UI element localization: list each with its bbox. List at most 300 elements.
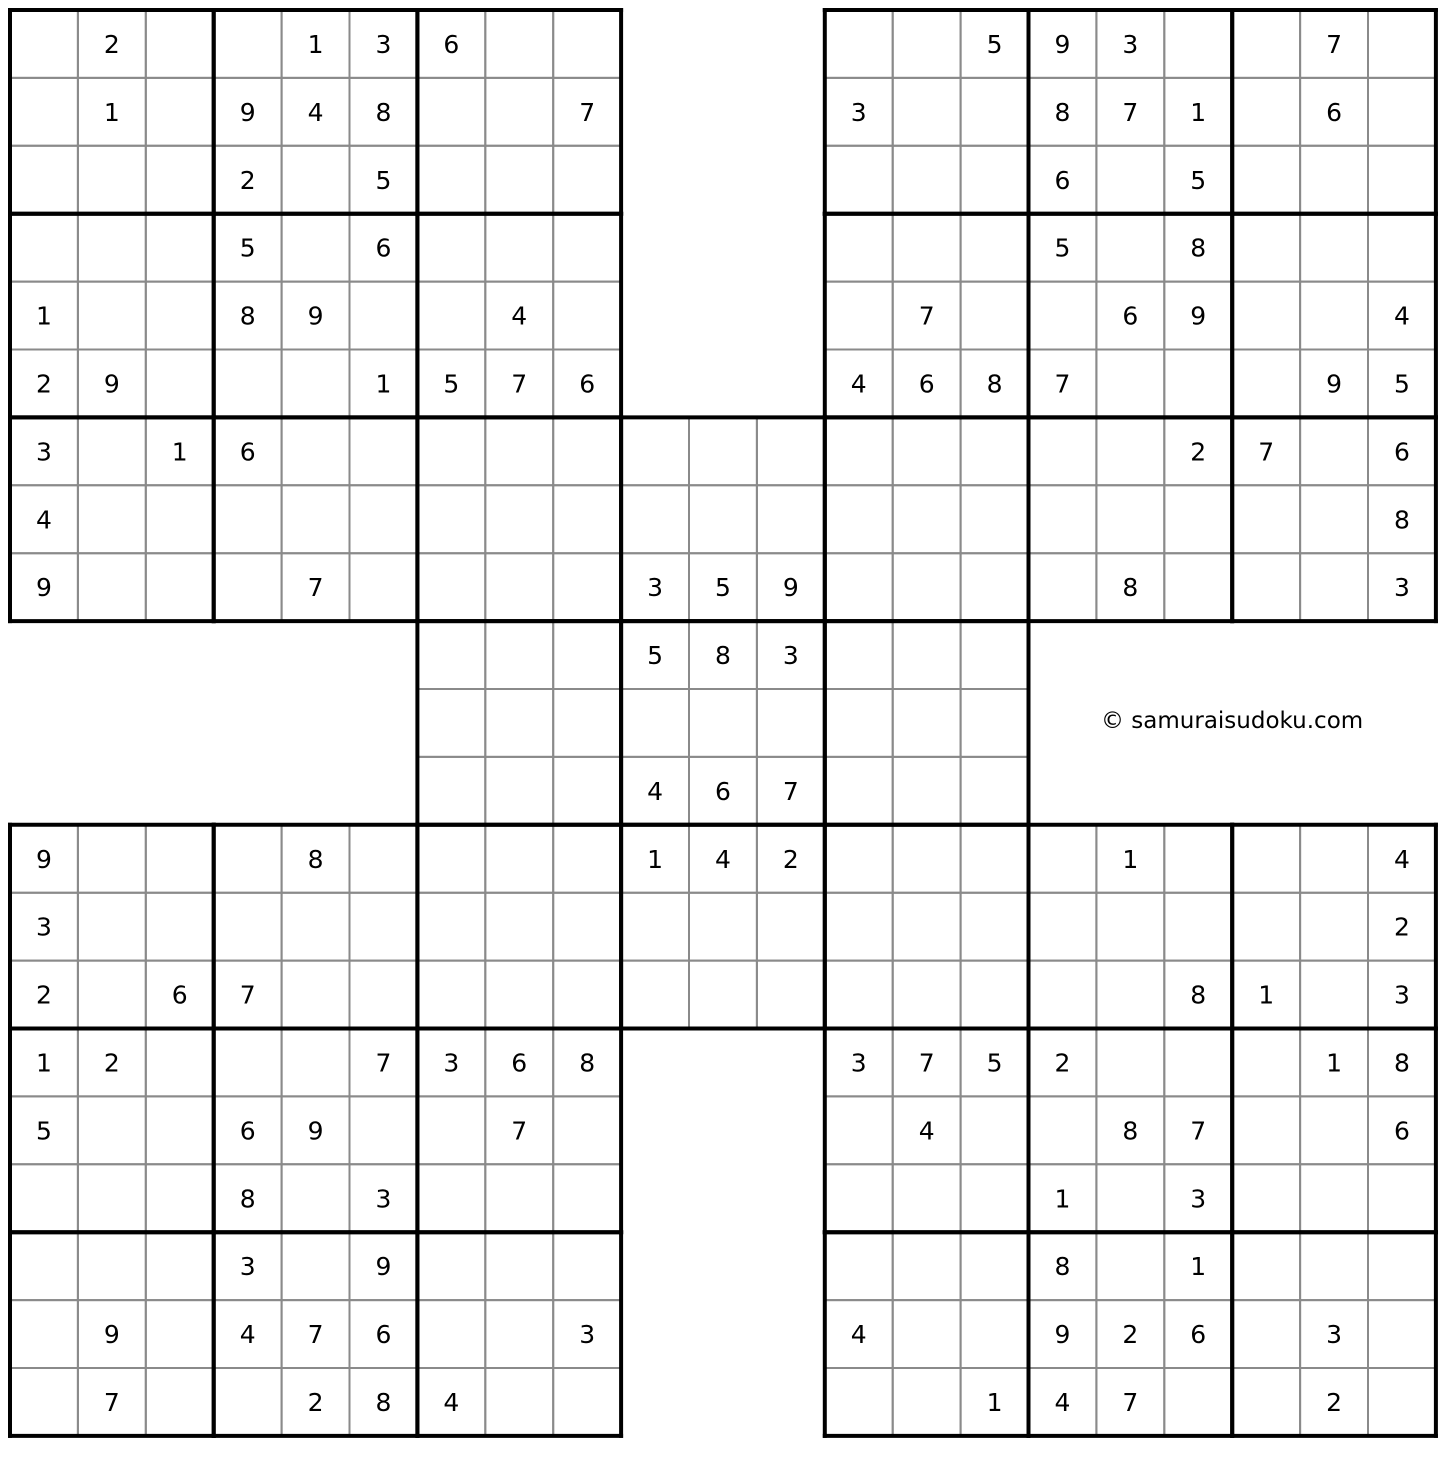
empty-cell[interactable] [10, 10, 78, 78]
empty-cell[interactable] [825, 689, 893, 757]
empty-cell[interactable] [146, 350, 214, 418]
empty-cell[interactable] [146, 1164, 214, 1232]
empty-cell[interactable] [1300, 214, 1368, 282]
empty-cell[interactable] [350, 961, 418, 1029]
empty-cell[interactable] [1232, 350, 1300, 418]
empty-cell[interactable] [961, 146, 1029, 214]
given-digit: 9 [1054, 1320, 1071, 1350]
empty-cell[interactable] [893, 893, 961, 961]
given-digit: 8 [579, 1048, 596, 1078]
empty-cell[interactable] [893, 10, 961, 78]
empty-cell[interactable] [485, 214, 553, 282]
empty-cell[interactable] [1029, 282, 1097, 350]
empty-cell[interactable] [961, 214, 1029, 282]
empty-cell[interactable] [1096, 350, 1164, 418]
empty-cell[interactable] [825, 10, 893, 78]
empty-cell[interactable] [621, 689, 689, 757]
empty-cell[interactable] [893, 621, 961, 689]
empty-cell[interactable] [1232, 553, 1300, 621]
empty-cell[interactable] [146, 10, 214, 78]
empty-cell[interactable] [485, 1300, 553, 1368]
empty-cell[interactable] [78, 1232, 146, 1300]
empty-cell[interactable] [553, 1368, 621, 1436]
empty-cell[interactable] [961, 1300, 1029, 1368]
empty-cell[interactable] [282, 961, 350, 1029]
given-digit: 4 [714, 844, 731, 874]
empty-cell[interactable] [825, 893, 893, 961]
given-digit: 6 [918, 369, 935, 399]
empty-cell[interactable] [350, 1096, 418, 1164]
empty-cell[interactable] [825, 757, 893, 825]
empty-cell[interactable] [553, 961, 621, 1029]
empty-cell[interactable] [485, 621, 553, 689]
empty-cell[interactable] [485, 1232, 553, 1300]
empty-cell[interactable] [350, 893, 418, 961]
empty-cell[interactable] [1164, 1368, 1232, 1436]
given-digit: 2 [239, 165, 256, 195]
empty-cell[interactable] [825, 825, 893, 893]
empty-cell[interactable] [350, 282, 418, 350]
empty-cell[interactable] [417, 893, 485, 961]
given-digit: 5 [443, 369, 460, 399]
given-digit: 2 [307, 1387, 324, 1417]
empty-cell[interactable] [417, 825, 485, 893]
empty-cell[interactable] [1096, 1164, 1164, 1232]
empty-cell[interactable] [78, 146, 146, 214]
given-digit: 1 [103, 97, 120, 127]
empty-cell[interactable] [282, 417, 350, 485]
empty-cell[interactable] [961, 1164, 1029, 1232]
empty-cell[interactable] [961, 893, 1029, 961]
empty-cell[interactable] [10, 146, 78, 214]
empty-cell[interactable] [485, 893, 553, 961]
empty-cell[interactable] [282, 214, 350, 282]
empty-cell[interactable] [1368, 10, 1436, 78]
empty-cell[interactable] [282, 1164, 350, 1232]
empty-cell[interactable] [417, 1300, 485, 1368]
empty-cell[interactable] [417, 1164, 485, 1232]
empty-cell[interactable] [485, 485, 553, 553]
empty-cell[interactable] [214, 1368, 282, 1436]
empty-cell[interactable] [78, 214, 146, 282]
given-digit: 9 [1326, 369, 1343, 399]
empty-cell[interactable] [1096, 1029, 1164, 1097]
empty-cell[interactable] [621, 485, 689, 553]
given-digit: 4 [239, 1320, 256, 1350]
empty-cell[interactable] [553, 1232, 621, 1300]
empty-cell[interactable] [146, 146, 214, 214]
empty-cell[interactable] [485, 417, 553, 485]
empty-cell[interactable] [282, 485, 350, 553]
empty-cell[interactable] [485, 1164, 553, 1232]
empty-cell[interactable] [553, 553, 621, 621]
empty-cell[interactable] [282, 350, 350, 418]
given-digit: 3 [35, 437, 52, 467]
given-digit: 8 [375, 97, 392, 127]
empty-cell[interactable] [350, 825, 418, 893]
empty-cell[interactable] [825, 485, 893, 553]
empty-cell[interactable] [485, 10, 553, 78]
empty-cell[interactable] [1300, 893, 1368, 961]
empty-cell[interactable] [893, 78, 961, 146]
empty-cell[interactable] [1096, 1232, 1164, 1300]
given-digit: 1 [1054, 1184, 1071, 1214]
given-digit: 4 [647, 776, 664, 806]
given-digit: 6 [375, 233, 392, 263]
empty-cell[interactable] [689, 961, 757, 1029]
empty-cell[interactable] [10, 78, 78, 146]
given-digit: 4 [850, 1320, 867, 1350]
empty-cell[interactable] [1232, 1300, 1300, 1368]
empty-cell[interactable] [214, 825, 282, 893]
empty-cell[interactable] [485, 78, 553, 146]
empty-cell[interactable] [893, 146, 961, 214]
empty-cell[interactable] [1232, 1029, 1300, 1097]
empty-cell[interactable] [78, 825, 146, 893]
empty-cell[interactable] [1300, 1232, 1368, 1300]
empty-cell[interactable] [78, 961, 146, 1029]
given-digit: 6 [1393, 1116, 1410, 1146]
given-digit: 9 [782, 573, 799, 603]
empty-cell[interactable] [485, 553, 553, 621]
empty-cell[interactable] [146, 1029, 214, 1097]
empty-cell[interactable] [146, 78, 214, 146]
empty-cell[interactable] [961, 961, 1029, 1029]
empty-cell[interactable] [689, 689, 757, 757]
empty-cell[interactable] [78, 485, 146, 553]
empty-cell[interactable] [350, 417, 418, 485]
empty-cell[interactable] [146, 282, 214, 350]
empty-cell[interactable] [1300, 825, 1368, 893]
empty-cell[interactable] [1164, 553, 1232, 621]
given-digit: 2 [35, 980, 52, 1010]
empty-cell[interactable] [961, 417, 1029, 485]
empty-cell[interactable] [757, 689, 825, 757]
empty-cell[interactable] [893, 1164, 961, 1232]
empty-cell[interactable] [553, 825, 621, 893]
empty-cell[interactable] [1096, 485, 1164, 553]
empty-cell[interactable] [1232, 282, 1300, 350]
empty-cell[interactable] [1232, 1164, 1300, 1232]
empty-cell[interactable] [350, 553, 418, 621]
empty-cell[interactable] [825, 282, 893, 350]
empty-cell[interactable] [893, 757, 961, 825]
empty-cell[interactable] [961, 1096, 1029, 1164]
given-digit: 7 [918, 301, 935, 331]
empty-cell[interactable] [417, 146, 485, 214]
empty-cell[interactable] [417, 214, 485, 282]
empty-cell[interactable] [1300, 1096, 1368, 1164]
empty-cell[interactable] [78, 417, 146, 485]
empty-cell[interactable] [417, 757, 485, 825]
empty-cell[interactable] [825, 1164, 893, 1232]
empty-cell[interactable] [10, 1232, 78, 1300]
empty-cell[interactable] [417, 961, 485, 1029]
given-digit: 7 [1190, 1116, 1207, 1146]
empty-cell[interactable] [78, 893, 146, 961]
given-digit: 9 [375, 1252, 392, 1282]
empty-cell[interactable] [417, 1232, 485, 1300]
given-digit: 6 [239, 437, 256, 467]
empty-cell[interactable] [553, 146, 621, 214]
given-digit: 6 [443, 29, 460, 59]
empty-cell[interactable] [621, 961, 689, 1029]
empty-cell[interactable] [1029, 485, 1097, 553]
given-digit: 3 [782, 641, 799, 671]
given-digit: 3 [375, 29, 392, 59]
empty-cell[interactable] [146, 893, 214, 961]
empty-cell[interactable] [1368, 214, 1436, 282]
empty-cell[interactable] [1029, 1096, 1097, 1164]
empty-cell[interactable] [961, 282, 1029, 350]
empty-cell[interactable] [10, 1164, 78, 1232]
given-digit: 3 [579, 1320, 596, 1350]
empty-cell[interactable] [553, 893, 621, 961]
given-digit: 8 [1393, 1048, 1410, 1078]
empty-cell[interactable] [1300, 485, 1368, 553]
empty-cell[interactable] [485, 1368, 553, 1436]
given-digit: 3 [1393, 980, 1410, 1010]
empty-cell[interactable] [621, 893, 689, 961]
empty-cell[interactable] [485, 757, 553, 825]
empty-cell[interactable] [961, 689, 1029, 757]
empty-cell[interactable] [757, 485, 825, 553]
given-digit: 1 [35, 301, 52, 331]
empty-cell[interactable] [1232, 78, 1300, 146]
given-digit: 2 [1326, 1387, 1343, 1417]
empty-cell[interactable] [893, 1300, 961, 1368]
empty-cell[interactable] [417, 485, 485, 553]
empty-cell[interactable] [417, 553, 485, 621]
empty-cell[interactable] [893, 825, 961, 893]
empty-cell[interactable] [893, 961, 961, 1029]
empty-cell[interactable] [825, 214, 893, 282]
empty-cell[interactable] [1096, 214, 1164, 282]
empty-cell[interactable] [282, 146, 350, 214]
empty-cell[interactable] [1368, 1368, 1436, 1436]
empty-cell[interactable] [1029, 893, 1097, 961]
empty-cell[interactable] [757, 417, 825, 485]
empty-cell[interactable] [214, 10, 282, 78]
empty-cell[interactable] [893, 1368, 961, 1436]
empty-cell[interactable] [1232, 10, 1300, 78]
empty-cell[interactable] [10, 1300, 78, 1368]
empty-cell[interactable] [214, 893, 282, 961]
empty-cell[interactable] [146, 1300, 214, 1368]
given-digit: 6 [171, 980, 188, 1010]
empty-cell[interactable] [893, 553, 961, 621]
empty-cell[interactable] [825, 621, 893, 689]
empty-cell[interactable] [961, 621, 1029, 689]
empty-cell[interactable] [893, 214, 961, 282]
empty-cell[interactable] [825, 1232, 893, 1300]
empty-cell[interactable] [1029, 961, 1097, 1029]
empty-cell[interactable] [485, 689, 553, 757]
given-digit: 5 [986, 1048, 1003, 1078]
empty-cell[interactable] [350, 485, 418, 553]
empty-cell[interactable] [1232, 893, 1300, 961]
given-digit: 9 [103, 1320, 120, 1350]
given-digit: 3 [850, 97, 867, 127]
empty-cell[interactable] [282, 1232, 350, 1300]
empty-cell[interactable] [1164, 485, 1232, 553]
given-digit: 6 [375, 1320, 392, 1350]
given-digit: 6 [1393, 437, 1410, 467]
empty-cell[interactable] [10, 214, 78, 282]
given-digit: 6 [714, 776, 731, 806]
empty-cell[interactable] [961, 825, 1029, 893]
given-digit: 9 [1054, 29, 1071, 59]
empty-cell[interactable] [1164, 1029, 1232, 1097]
empty-cell[interactable] [893, 485, 961, 553]
empty-cell[interactable] [1368, 78, 1436, 146]
empty-cell[interactable] [78, 282, 146, 350]
given-digit: 1 [647, 844, 664, 874]
empty-cell[interactable] [78, 1096, 146, 1164]
empty-cell[interactable] [417, 1096, 485, 1164]
empty-cell[interactable] [417, 689, 485, 757]
empty-cell[interactable] [214, 485, 282, 553]
empty-cell[interactable] [1029, 553, 1097, 621]
empty-cell[interactable] [961, 757, 1029, 825]
given-digit: 7 [239, 980, 256, 1010]
given-digit: 9 [35, 573, 52, 603]
empty-cell[interactable] [417, 417, 485, 485]
given-digit: 2 [103, 29, 120, 59]
empty-cell[interactable] [689, 417, 757, 485]
empty-cell[interactable] [1368, 1164, 1436, 1232]
given-digit: 6 [1326, 97, 1343, 127]
empty-cell[interactable] [825, 553, 893, 621]
empty-cell[interactable] [757, 961, 825, 1029]
given-digit: 2 [35, 369, 52, 399]
empty-cell[interactable] [1164, 350, 1232, 418]
empty-cell[interactable] [214, 350, 282, 418]
empty-cell[interactable] [553, 689, 621, 757]
empty-cell[interactable] [689, 893, 757, 961]
empty-cell[interactable] [893, 1232, 961, 1300]
empty-cell[interactable] [417, 78, 485, 146]
empty-cell[interactable] [553, 621, 621, 689]
empty-cell[interactable] [10, 1368, 78, 1436]
empty-cell[interactable] [825, 1096, 893, 1164]
empty-cell[interactable] [1232, 825, 1300, 893]
empty-cell[interactable] [621, 417, 689, 485]
empty-cell[interactable] [146, 1368, 214, 1436]
empty-cell[interactable] [1232, 1368, 1300, 1436]
empty-cell[interactable] [214, 553, 282, 621]
empty-cell[interactable] [1232, 485, 1300, 553]
empty-cell[interactable] [961, 78, 1029, 146]
empty-cell[interactable] [214, 1029, 282, 1097]
empty-cell[interactable] [1096, 146, 1164, 214]
empty-cell[interactable] [146, 825, 214, 893]
empty-cell[interactable] [282, 893, 350, 961]
empty-cell[interactable] [553, 10, 621, 78]
empty-cell[interactable] [78, 1164, 146, 1232]
empty-cell[interactable] [1096, 417, 1164, 485]
given-digit: 5 [1190, 165, 1207, 195]
empty-cell[interactable] [282, 1029, 350, 1097]
empty-cell[interactable] [553, 1164, 621, 1232]
empty-cell[interactable] [146, 1232, 214, 1300]
empty-cell[interactable] [1096, 961, 1164, 1029]
given-digit: 1 [986, 1387, 1003, 1417]
empty-cell[interactable] [146, 214, 214, 282]
empty-cell[interactable] [825, 417, 893, 485]
given-digit: 8 [239, 1184, 256, 1214]
empty-cell[interactable] [485, 825, 553, 893]
given-digit: 8 [1190, 233, 1207, 263]
empty-cell[interactable] [893, 689, 961, 757]
empty-cell[interactable] [1029, 417, 1097, 485]
empty-cell[interactable] [1300, 553, 1368, 621]
empty-cell[interactable] [1232, 1232, 1300, 1300]
empty-cell[interactable] [1300, 417, 1368, 485]
empty-cell[interactable] [553, 282, 621, 350]
empty-cell[interactable] [1300, 961, 1368, 1029]
empty-cell[interactable] [961, 553, 1029, 621]
empty-cell[interactable] [485, 961, 553, 1029]
given-digit: 3 [647, 573, 664, 603]
empty-cell[interactable] [485, 146, 553, 214]
empty-cell[interactable] [1300, 146, 1368, 214]
empty-cell[interactable] [553, 214, 621, 282]
given-digit: 1 [1190, 97, 1207, 127]
empty-cell[interactable] [961, 485, 1029, 553]
empty-cell[interactable] [1300, 282, 1368, 350]
empty-cell[interactable] [146, 1096, 214, 1164]
empty-cell[interactable] [689, 485, 757, 553]
given-digit: 7 [375, 1048, 392, 1078]
empty-cell[interactable] [553, 417, 621, 485]
empty-cell[interactable] [417, 621, 485, 689]
empty-cell[interactable] [825, 146, 893, 214]
empty-cell[interactable] [1164, 893, 1232, 961]
empty-cell[interactable] [553, 757, 621, 825]
empty-cell[interactable] [1368, 146, 1436, 214]
empty-cell[interactable] [961, 1232, 1029, 1300]
given-digit: 9 [35, 844, 52, 874]
empty-cell[interactable] [78, 553, 146, 621]
given-digit: 7 [307, 573, 324, 603]
empty-cell[interactable] [1368, 1300, 1436, 1368]
empty-cell[interactable] [757, 893, 825, 961]
empty-cell[interactable] [1232, 1096, 1300, 1164]
empty-cell[interactable] [1096, 893, 1164, 961]
empty-cell[interactable] [553, 485, 621, 553]
given-digit: 6 [1054, 165, 1071, 195]
given-digit: 9 [103, 369, 120, 399]
empty-cell[interactable] [1368, 1232, 1436, 1300]
empty-cell[interactable] [146, 553, 214, 621]
given-digit: 6 [1122, 301, 1139, 331]
empty-cell[interactable] [1029, 825, 1097, 893]
empty-cell[interactable] [825, 961, 893, 1029]
empty-cell[interactable] [553, 1096, 621, 1164]
empty-cell[interactable] [825, 1368, 893, 1436]
copyright-text: © samuraisudoku.com [1101, 708, 1364, 734]
empty-cell[interactable] [417, 282, 485, 350]
empty-cell[interactable] [1164, 825, 1232, 893]
empty-cell[interactable] [1164, 10, 1232, 78]
given-digit: 8 [307, 844, 324, 874]
empty-cell[interactable] [1300, 1164, 1368, 1232]
empty-cell[interactable] [1232, 214, 1300, 282]
empty-cell[interactable] [893, 417, 961, 485]
empty-cell[interactable] [146, 485, 214, 553]
empty-cell[interactable] [1232, 146, 1300, 214]
